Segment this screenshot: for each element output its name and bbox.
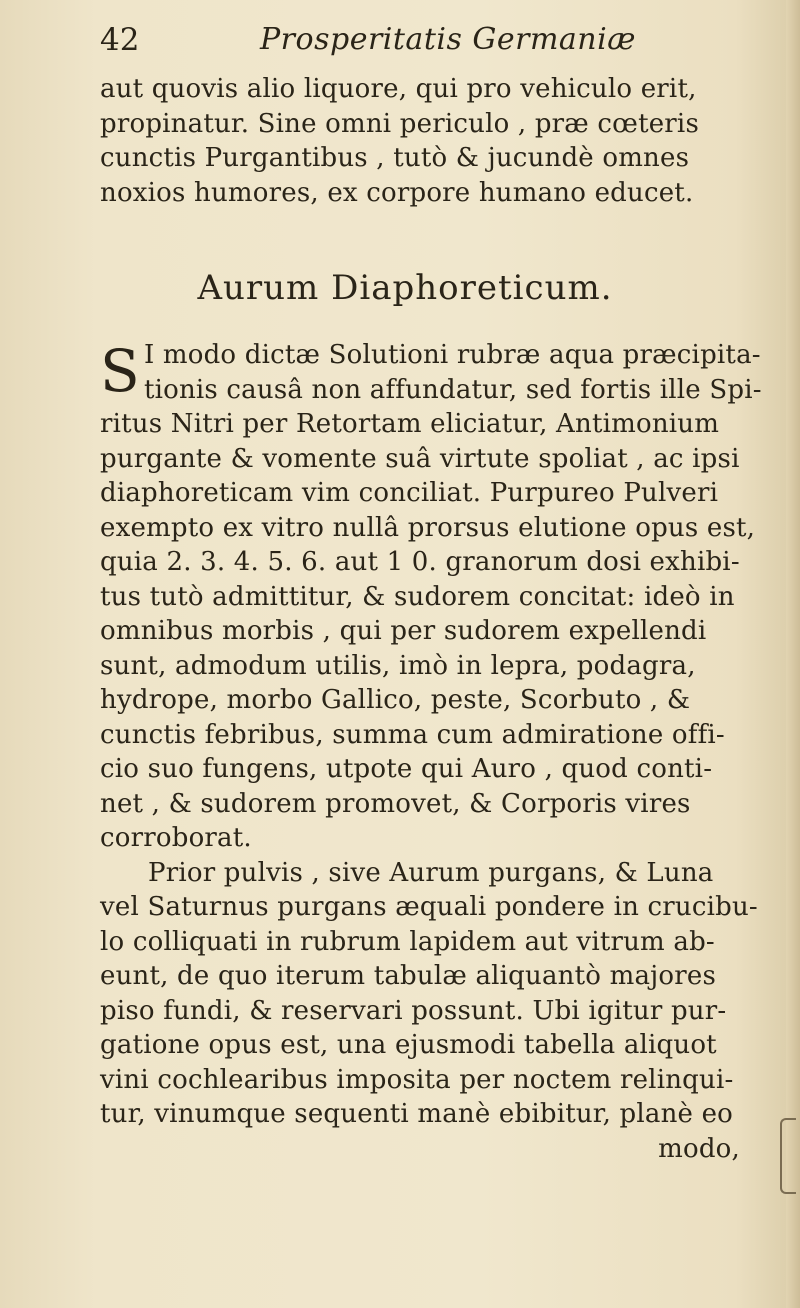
drop-cap: S xyxy=(100,337,140,405)
catchword: modo, xyxy=(658,1133,740,1164)
text-line: tionis causâ non affundatur, sed fortis ille Spi- xyxy=(143,374,762,405)
running-head: Prosperitatis Germaniæ xyxy=(260,22,636,57)
text-line: quia 2. 3. 4. 5. 6. aut 1 0. granorum dosi exhibi- xyxy=(100,547,740,577)
section-heading: Aurum Diaphoreticum. xyxy=(197,268,613,308)
text-line: hydrope, morbo Gallico, peste, Scorbuto , & xyxy=(100,685,691,715)
text-line: vel Saturnus purgans æquali pondere in crucibu- xyxy=(100,892,758,922)
text-line: piso fundi, & reservari possunt. Ubi igitur pur- xyxy=(100,995,727,1026)
text-line: diaphoreticam vim conciliat. Purpureo Pulveri xyxy=(100,478,719,508)
page-number: 42 xyxy=(100,22,140,58)
paragraph-3 xyxy=(100,856,770,1132)
text-line: aut quovis alio liquore, qui pro vehiculo erit, xyxy=(100,74,697,104)
text-line: propinatur. Sine omni periculo , præ cœteris xyxy=(100,108,699,139)
text-line: eunt, de quo iterum tabulæ aliquantò majores xyxy=(100,961,717,991)
body-text xyxy=(100,72,770,1166)
text-line: omnibus morbis , qui per sudorem expellendi xyxy=(100,616,707,646)
text-line: cunctis febribus, summa cum admiratione offi- xyxy=(100,719,725,750)
margin-bracket-mark xyxy=(780,1118,796,1194)
page-header xyxy=(100,18,740,66)
text-line: corroborat. xyxy=(100,823,252,853)
page-edge xyxy=(786,0,800,1308)
text-line: net , & sudorem promovet, & Corporis vires xyxy=(100,788,691,819)
text-line: Prior pulvis , sive Aurum purgans, & Luna xyxy=(148,857,714,888)
text-line: purgante & vomente suâ virtute spoliat , ac ipsi xyxy=(100,443,740,474)
paragraph-1 xyxy=(100,72,770,210)
text-line: gatione opus est, una ejusmodi tabella aliquot xyxy=(100,1030,717,1060)
text-line: tus tutò admittitur, & sudorem concitat: ideò in xyxy=(100,581,735,612)
text-line: tur, vinumque sequenti manè ebibitur, planè eo xyxy=(100,1099,734,1129)
text-line: exempto ex vitro nullâ prorsus elutione opus est, xyxy=(100,512,756,543)
text-line: vini cochlearibus imposita per noctem relinqui- xyxy=(100,1064,734,1095)
text-line: sunt, admodum utilis, imò in lepra, podagra, xyxy=(100,650,696,681)
text-line: I modo dictæ Solutioni rubræ aqua præcipita- xyxy=(143,340,761,370)
paragraph-2 xyxy=(100,338,770,856)
text-line: cio suo fungens, utpote qui Auro , quod conti- xyxy=(100,754,713,784)
text-line: ritus Nitri per Retortam eliciatur, Antimonium xyxy=(100,409,720,439)
text-line: lo colliquati in rubrum lapidem aut vitrum ab- xyxy=(100,926,715,957)
text-line: noxios humores, ex corpore humano educet. xyxy=(100,177,694,208)
text-line: cunctis Purgantibus , tutò & jucundè omnes xyxy=(100,143,690,173)
